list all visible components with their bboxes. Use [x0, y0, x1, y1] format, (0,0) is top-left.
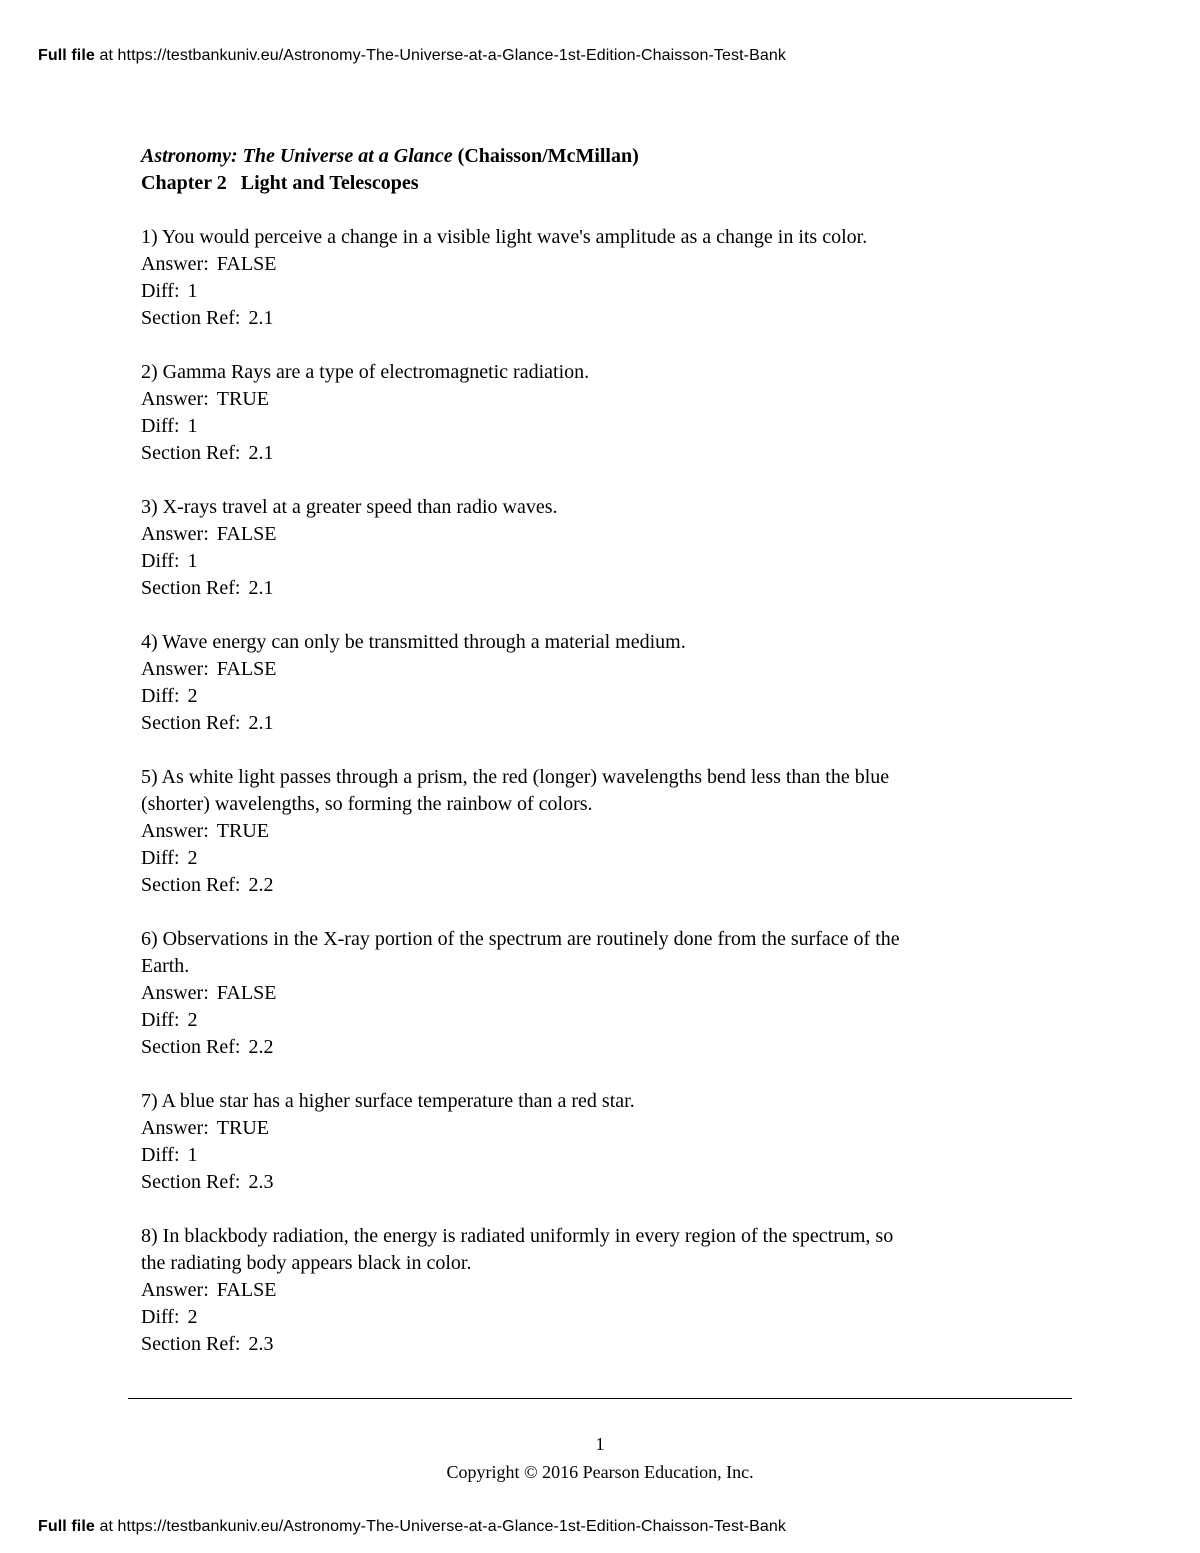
answer-line-value: FALSE	[216, 253, 277, 275]
banner-link-text[interactable]: at https://testbankuniv.eu/Astronomy-The-Universe-at-a-Glance-1st-Edition-Chaisson-Test-Bank	[94, 47, 786, 64]
question-text: (shorter) wavelengths, so forming the rainbow of colors.	[141, 793, 593, 815]
book-title-line	[141, 143, 1071, 170]
answer-line-value: FALSE	[216, 658, 277, 680]
section-ref-line	[141, 1034, 1071, 1061]
question-text: 8) In blackbody radiation, the energy is radiated uniformly in every region of the spectrum, so	[141, 1225, 894, 1247]
section-ref-line	[141, 1331, 1071, 1358]
section-ref-line-label: Section Ref:	[141, 577, 241, 599]
answer-line-label: Answer:	[141, 1117, 209, 1139]
difficulty-line-value: 1	[187, 550, 198, 572]
difficulty-line-label: Diff:	[141, 847, 180, 869]
section-ref-line-label: Section Ref:	[141, 442, 241, 464]
difficulty-line-value: 2	[187, 847, 198, 869]
difficulty-line-value: 2	[187, 685, 198, 707]
difficulty-line	[141, 548, 1071, 575]
answer-line-label: Answer:	[141, 982, 209, 1004]
answer-line	[141, 1277, 1071, 1304]
section-ref-line-value: 2.3	[248, 1171, 274, 1193]
question-item	[141, 1088, 1071, 1196]
section-ref-line	[141, 872, 1071, 899]
page-number: 1	[595, 1434, 605, 1454]
section-ref-line-value: 2.2	[248, 874, 274, 896]
question-text: the radiating body appears black in color.	[141, 1252, 472, 1274]
section-ref-line-label: Section Ref:	[141, 712, 241, 734]
book-title: Astronomy: The Universe at a Glance	[141, 145, 453, 167]
difficulty-line	[141, 278, 1071, 305]
answer-line-label: Answer:	[141, 658, 209, 680]
section-ref-line-value: 2.1	[248, 307, 274, 329]
section-ref-line-value: 2.1	[248, 712, 274, 734]
difficulty-line	[141, 413, 1071, 440]
question-item	[141, 926, 1071, 1061]
section-ref-line-label: Section Ref:	[141, 874, 241, 896]
question-text: 5) As white light passes through a prism, the red (longer) wavelengths bend less than the blue	[141, 766, 890, 788]
question-text: 3) X-rays travel at a greater speed than radio waves.	[141, 496, 558, 518]
download-banner-bottom	[38, 1518, 786, 1536]
difficulty-line-value: 1	[187, 1144, 198, 1166]
answer-line-value: FALSE	[216, 523, 277, 545]
question-item	[141, 224, 1071, 332]
question-item	[141, 1223, 1071, 1358]
banner-lead: Full file	[38, 47, 95, 64]
difficulty-line-label: Diff:	[141, 1144, 180, 1166]
difficulty-line	[141, 683, 1071, 710]
section-ref-line-value: 2.1	[248, 442, 274, 464]
copyright-notice: Copyright © 2016 Pearson Education, Inc.	[446, 1462, 754, 1482]
answer-line-value: FALSE	[216, 982, 277, 1004]
difficulty-line	[141, 1304, 1071, 1331]
difficulty-line	[141, 1007, 1071, 1034]
question-item	[141, 629, 1071, 737]
document-body	[141, 143, 1071, 1358]
difficulty-line	[141, 845, 1071, 872]
answer-line-value: TRUE	[216, 388, 269, 410]
answer-line-label: Answer:	[141, 253, 209, 275]
book-authors: (Chaisson/McMillan)	[452, 145, 639, 167]
question-text: 1) You would perceive a change in a visible light wave's amplitude as a change in its color.	[141, 226, 868, 248]
answer-line-label: Answer:	[141, 820, 209, 842]
footer-divider	[128, 1398, 1072, 1399]
answer-line	[141, 251, 1071, 278]
download-banner-top	[38, 47, 786, 65]
chapter-title: Light and Telescopes	[240, 172, 419, 194]
question-text: Earth.	[141, 955, 190, 977]
difficulty-line-label: Diff:	[141, 550, 180, 572]
section-ref-line-label: Section Ref:	[141, 1171, 241, 1193]
difficulty-line-label: Diff:	[141, 415, 180, 437]
section-ref-line-value: 2.2	[248, 1036, 274, 1058]
section-ref-line-value: 2.3	[248, 1333, 274, 1355]
banner-link-text[interactable]: at https://testbankuniv.eu/Astronomy-The-Universe-at-a-Glance-1st-Edition-Chaisson-Test-Bank	[94, 1518, 786, 1535]
answer-line	[141, 386, 1071, 413]
difficulty-line-value: 1	[187, 280, 198, 302]
section-ref-line	[141, 305, 1071, 332]
answer-line-value: TRUE	[216, 820, 269, 842]
difficulty-line-value: 2	[187, 1009, 198, 1031]
section-ref-line	[141, 1169, 1071, 1196]
difficulty-line-label: Diff:	[141, 685, 180, 707]
banner-lead: Full file	[38, 1518, 95, 1535]
answer-line	[141, 1115, 1071, 1142]
section-ref-line-label: Section Ref:	[141, 1333, 241, 1355]
chapter-number: Chapter 2	[141, 172, 227, 194]
answer-line-value: TRUE	[216, 1117, 269, 1139]
answer-line-label: Answer:	[141, 523, 209, 545]
answer-line	[141, 818, 1071, 845]
answer-line	[141, 980, 1071, 1007]
section-ref-line	[141, 575, 1071, 602]
question-text: 6) Observations in the X-ray portion of the spectrum are routinely done from the surface of the	[141, 928, 900, 950]
difficulty-line-label: Diff:	[141, 1306, 180, 1328]
chapter-heading	[141, 170, 1071, 197]
question-text: 4) Wave energy can only be transmitted through a material medium.	[141, 631, 686, 653]
section-ref-line-label: Section Ref:	[141, 1036, 241, 1058]
section-ref-line-label: Section Ref:	[141, 307, 241, 329]
question-list	[141, 224, 1071, 1358]
section-ref-line	[141, 440, 1071, 467]
answer-line-label: Answer:	[141, 388, 209, 410]
question-text: 2) Gamma Rays are a type of electromagnetic radiation.	[141, 361, 590, 383]
question-item	[141, 494, 1071, 602]
section-ref-line	[141, 710, 1071, 737]
question-text: 7) A blue star has a higher surface temperature than a red star.	[141, 1090, 635, 1112]
answer-line	[141, 656, 1071, 683]
section-ref-line-value: 2.1	[248, 577, 274, 599]
question-item	[141, 359, 1071, 467]
difficulty-line	[141, 1142, 1071, 1169]
question-item	[141, 764, 1071, 899]
answer-line-label: Answer:	[141, 1279, 209, 1301]
difficulty-line-label: Diff:	[141, 280, 180, 302]
answer-line-value: FALSE	[216, 1279, 277, 1301]
answer-line	[141, 521, 1071, 548]
difficulty-line-label: Diff:	[141, 1009, 180, 1031]
difficulty-line-value: 2	[187, 1306, 198, 1328]
difficulty-line-value: 1	[187, 415, 198, 437]
